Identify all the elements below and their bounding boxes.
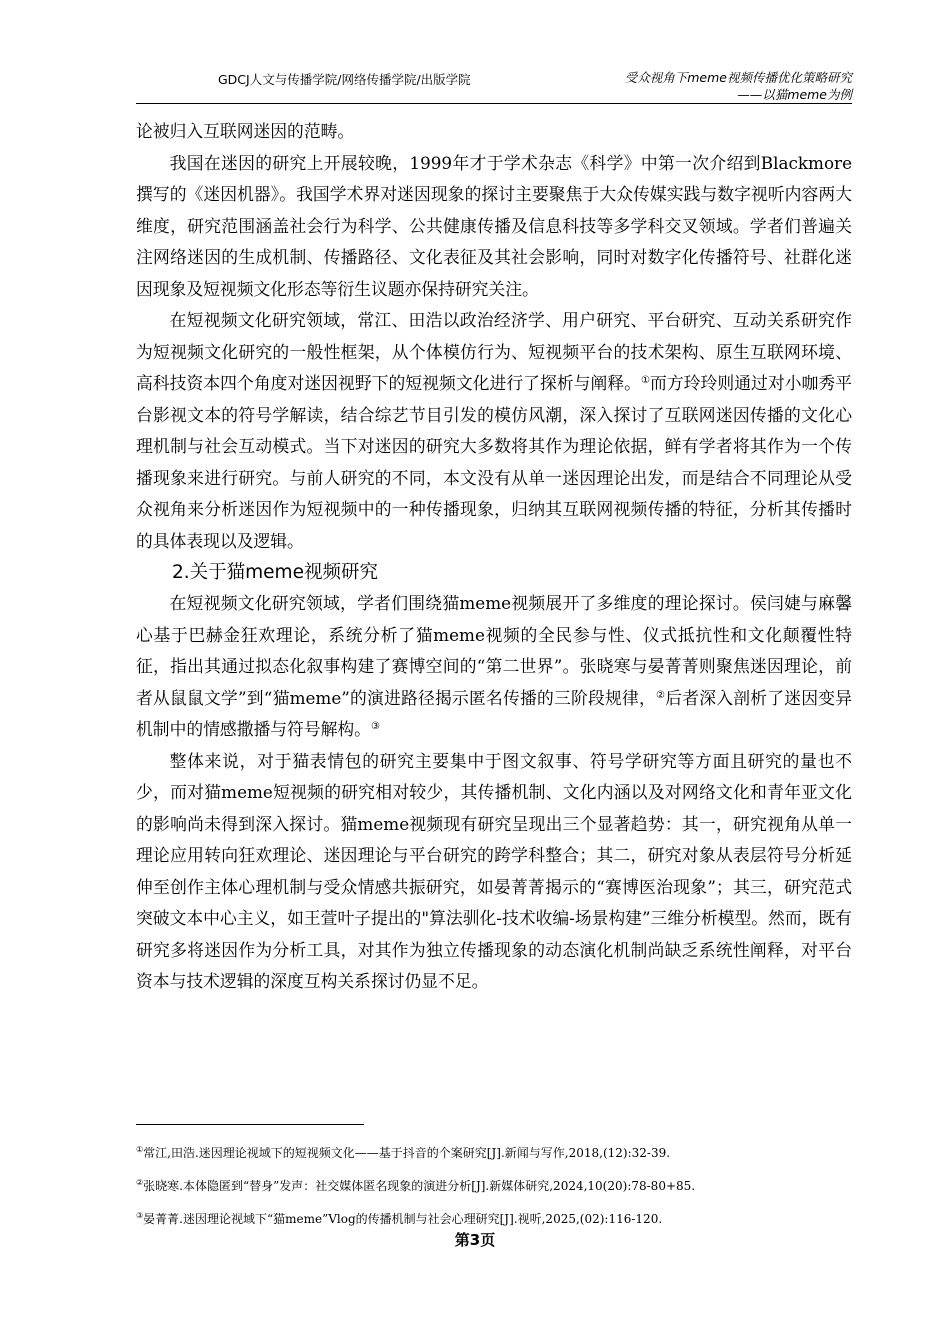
footnote-ref[interactable]: ② bbox=[656, 689, 666, 701]
paragraph-text: 而方玲玲则通过对小咖秀平台影视文本的符号学解读，结合综艺节目引发的模仿风潮，深入探讨了互联网迷因传播的文化心理机制与社会互动模式。当下对迷因的研究大多数将其作为理论依据，鲜有学者将其作为一个传播现象来进行研究。与前人研究的不同，本文没有从单一迷因理论出发，而是结合不同理论从受众视角来分析迷因作为短视频中的一种传播现象，归纳其互联网视频传播的特征，分析其传播时的具体表现以及逻辑。 bbox=[136, 373, 852, 551]
paragraph-text: 在短视频文化研究领域，学者们围绕猫meme视频展开了多维度的理论探讨。侯闫婕与麻馨心基于巴赫金狂欢理论，系统分析了猫meme视频的全民参与性、仪式抵抗性和文化颠覆性特征，指出其通过拟态化叙事构建了赛博空间的“第二世界”。张晓寒与晏菁菁则聚焦迷因理论，前者从鼠鼠文学”到“猫meme”的演进路径揭示匿名传播的三阶段规律， bbox=[136, 593, 852, 708]
footnote-text: 晏菁菁.迷因理论视域下“猫meme”Vlog的传播机制与社会心理研究[J].视听,2025,(02):116-120. bbox=[143, 1212, 663, 1226]
paragraph-short-video-research bbox=[136, 305, 852, 557]
header-institution: GDCJ人文与传播学院/网络传播学院/出版学院 bbox=[218, 72, 471, 87]
footnote-mark: ③ bbox=[136, 1211, 144, 1220]
paragraph-text: 后者深入剖析了迷因变异机制中的情感撒播与符号解构。 bbox=[136, 687, 852, 739]
footnote-item bbox=[136, 1143, 852, 1176]
section-heading: 2.关于猫meme视频研究 bbox=[172, 562, 378, 583]
paragraph-cat-meme-research bbox=[136, 588, 852, 746]
footnote-ref[interactable]: ③ bbox=[370, 721, 380, 732]
footnotes bbox=[136, 1143, 852, 1242]
header-divider bbox=[136, 103, 852, 104]
footnote-mark: ① bbox=[136, 1145, 144, 1154]
header-title-line: 受众视角下meme视频传播优化策略研究 bbox=[624, 70, 852, 85]
header-subtitle-line: ——以猫meme为例 bbox=[737, 87, 852, 102]
paragraph-domestic-research: 我国在迷因的研究上开展较晚，1999年才于学术杂志《科学》中第一次介绍到Blackmore撰写的《迷因机器》。我国学术界对迷因现象的探讨主要聚焦于大众传媒实践与数字视听内容两大维度，研究范围涵盖社会行为科学、公共健康传播及信息科技等多学科交叉领域。学者们普遍关注网络迷因的生成机制、传播路径、文化表征及其社会影响，同时对数字化传播符号、社群化迷因现象及短视频文化形态等衍生议题亦保持研究关注。 bbox=[136, 152, 852, 299]
footnote-text: 张晓寒.本体隐匿到“替身”发声：社交媒体匿名现象的演进分析[J].新媒体研究,2024,10(20):78-80+85. bbox=[143, 1179, 696, 1193]
header-thesis-title bbox=[625, 69, 852, 103]
running-header bbox=[136, 64, 852, 102]
footnote-ref[interactable]: ① bbox=[641, 375, 651, 386]
footnote-mark: ② bbox=[136, 1178, 144, 1187]
page-number: 第3页 bbox=[454, 1231, 496, 1249]
footnote-item bbox=[136, 1176, 852, 1209]
paragraph-text: 在短视频文化研究领域，常江、田浩以政治经济学、用户研究、平台研究、互动关系研究作为短视频文化研究的一般性框架，从个体模仿行为、短视频平台的技术架构、原生互联网环境、高科技资本四个角度对迷因视野下的短视频文化进行了探析与阐释。 bbox=[136, 310, 852, 393]
paragraph-summary: 整体来说，对于猫表情包的研究主要集中于图文叙事、符号学研究等方面且研究的量也不少，而对猫meme短视频的研究相对较少，其传播机制、文化内涵以及对网络文化和青年亚文化的影响尚未得到深入探讨。猫meme视频现有研究呈现出三个显著趋势：其一，研究视角从单一理论应用转向狂欢理论、迷因理论与平台研究的跨学科整合；其二，研究对象从表层符号分析延伸至创作主体心理机制与受众情感共振研究，如晏菁菁揭示的“赛博医治现象”；其三，研究范式突破文本中心主义，如王萱叶子提出的"算法驯化-技术收编-场景构建”三维分析模型。然而，既有研究多将迷因作为分析工具，对其作为独立传播现象的动态演化机制尚缺乏系统性阐释，对平台资本与技术逻辑的深度互构关系探讨仍显不足。 bbox=[136, 750, 852, 991]
paragraph-continuation: 论被归入互联网迷因的范畴。 bbox=[136, 121, 355, 141]
footnote-text: 常江,田浩.迷因理论视域下的短视频文化——基于抖音的个案研究[J].新闻与写作,2018,(12):32-39. bbox=[143, 1146, 671, 1160]
body-text bbox=[136, 116, 852, 998]
footnote-divider bbox=[136, 1124, 364, 1125]
